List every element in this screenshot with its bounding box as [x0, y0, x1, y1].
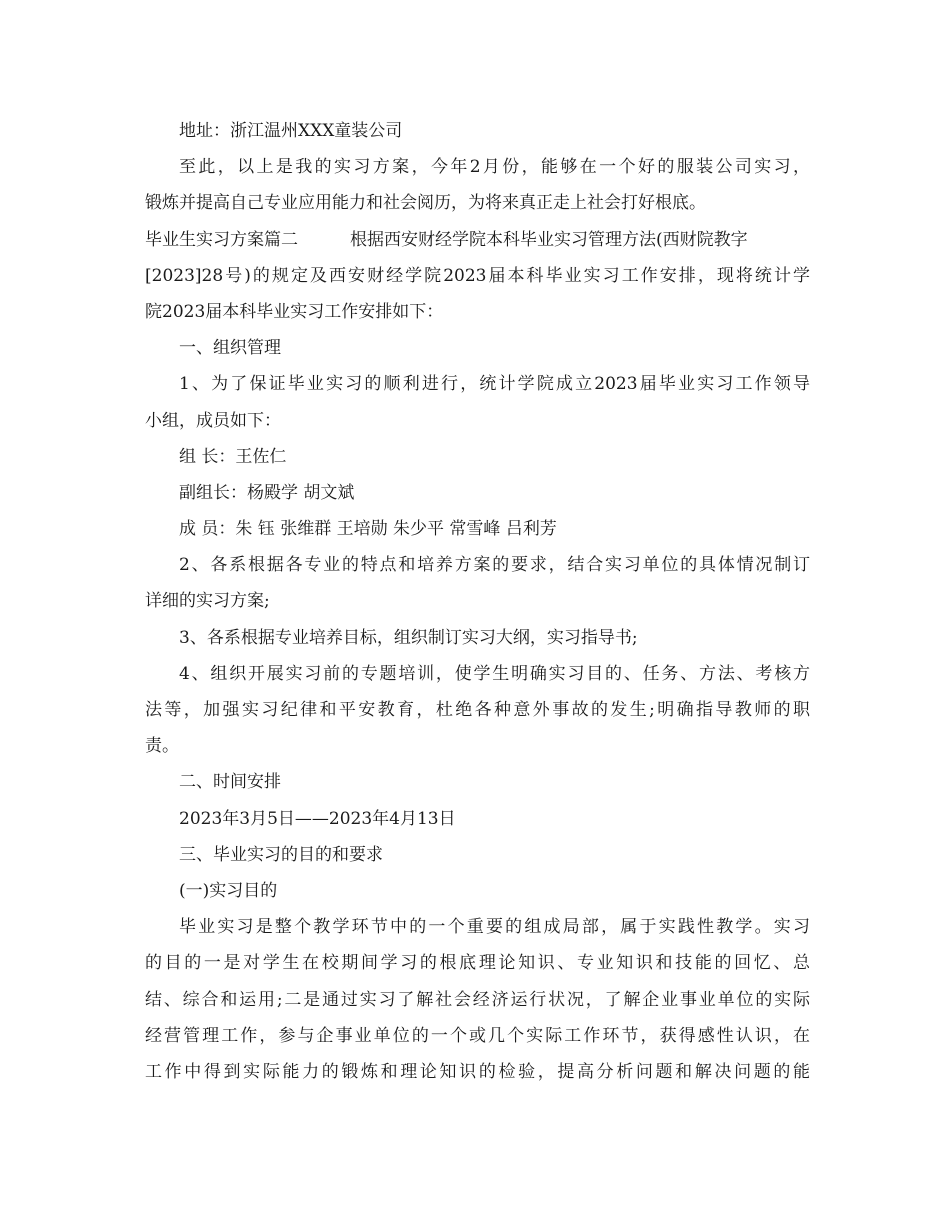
paragraph-line: 责。: [145, 736, 179, 757]
paragraph-line: 3、各系根据专业培养目标，组织制订实习大纲，实习指导书;: [179, 627, 638, 648]
subheading-line: (一)实习目的: [179, 880, 278, 901]
paragraph-line: 法等，加强实习纪律和平安教育，杜绝各种意外事故的发生;明确指导教师的职: [145, 700, 810, 720]
paragraph-text: 根据西安财经学院本科毕业实习管理方法(西财院教字: [350, 229, 748, 250]
paragraph-line: 小组，成员如下：: [145, 410, 281, 431]
date-range-line: 2023年3月5日——2023年4月13日: [179, 808, 456, 829]
paragraph-line: 2、各系根据各专业的特点和培养方案的要求，结合实习单位的具体情况制订: [179, 555, 810, 576]
paragraph-line: 经营管理工作，参与企事业单位的一个或几个实际工作环节，获得感性认识，在: [145, 1025, 810, 1046]
member-line: 成 员：朱 钰 张维群 王培勋 朱少平 常雪峰 吕利芳: [179, 519, 557, 540]
document-body: [145, 113, 810, 1090]
paragraph-line: 1、为了保证毕业实习的顺利进行，统计学院成立2023届毕业实习工作领导: [179, 374, 810, 395]
section-title: 毕业生实习方案篇二: [145, 229, 298, 250]
paragraph-line: 4、组织开展实习前的专题培训，使学生明确实习目的、任务、方法、考核方: [179, 663, 810, 684]
paragraph-line: 锻炼并提高自己专业应用能力和社会阅历，为将来真正走上社会打好根底。: [145, 193, 706, 214]
heading-line: 一、组织管理: [179, 338, 281, 359]
paragraph-line: 工作中得到实际能力的锻炼和理论知识的检验，提高分析问题和解决问题的能: [145, 1061, 810, 1082]
paragraph-line: 至此，以上是我的实习方案，今年2月份，能够在一个好的服装公司实习，: [179, 157, 810, 178]
paragraph-line: 的目的一是对学生在校期间学习的根底理论知识、专业知识和技能的回忆、总: [145, 953, 810, 974]
member-line: 副组长：杨殿学 胡文斌: [179, 482, 355, 503]
heading-line: 三、毕业实习的目的和要求: [179, 844, 383, 865]
address-line: 地址：浙江温州XXX童装公司: [179, 121, 403, 141]
paragraph-line: 详细的实习方案;: [145, 591, 270, 612]
heading-line: 二、时间安排: [179, 772, 281, 793]
paragraph-line: 毕业实习是整个教学环节中的一个重要的组成局部，属于实践性教学。实习: [179, 917, 810, 938]
section-heading-line: [145, 222, 810, 258]
paragraph-line: 结、综合和运用;二是通过实习了解社会经济运行状况，了解企业事业单位的实际: [145, 989, 810, 1010]
paragraph-line: 院2023届本科毕业实习工作安排如下：: [145, 301, 444, 322]
paragraph-line: [2023]28号)的规定及西安财经学院2023届本科毕业实习工作安排，现将统计学: [145, 265, 810, 286]
member-line: 组 长：王佐仁: [179, 446, 287, 467]
